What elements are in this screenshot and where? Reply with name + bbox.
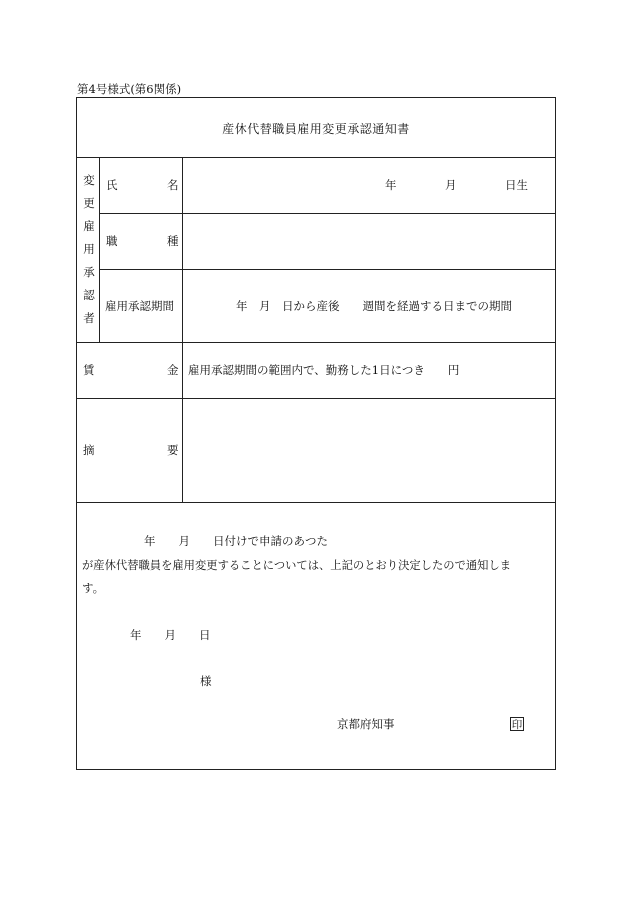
form-number: 第4号様式(第6関係) (77, 82, 182, 96)
section-label-char: 更 (83, 196, 95, 210)
wage-label-a: 賃 (83, 363, 95, 377)
occupation-label-b: 種 (167, 234, 179, 248)
document-title: 産休代替職員雇用変更承認通知書 (222, 122, 410, 136)
divider (76, 398, 556, 399)
period-value: 年 月 日から産後 週間を経過する日までの期間 (236, 299, 512, 313)
wage-label-b: 金 (167, 363, 179, 377)
occupation-field[interactable] (184, 215, 554, 267)
section-label-char: 雇 (83, 219, 95, 233)
divider (99, 213, 556, 214)
name-field[interactable] (184, 159, 364, 211)
name-label-a: 氏 (106, 178, 118, 192)
section-label-char: 承 (83, 265, 95, 279)
divider (76, 157, 556, 158)
occupation-label-a: 職 (106, 234, 118, 248)
section-label-char: 認 (83, 288, 95, 302)
seal-mark: 印 (511, 718, 523, 731)
addressee-honorific: 様 (200, 674, 212, 688)
application-date-line: 年 月 日付けで申請のあつた (144, 534, 328, 548)
divider (76, 502, 556, 503)
birth-month: 月 (445, 178, 457, 192)
notice-body-line2: す。 (82, 581, 105, 595)
divider (99, 269, 556, 270)
birth-day: 日生 (505, 178, 528, 192)
name-label-b: 名 (167, 178, 179, 192)
divider (182, 157, 183, 502)
section-label-char: 者 (83, 311, 95, 325)
wage-value: 雇用承認期間の範囲内で、勤務した1日につき 円 (188, 363, 460, 377)
notice-body-line1: が産休代替職員を雇用変更することについては、上記のとおり決定したので通知しま (82, 559, 512, 572)
birth-year: 年 (385, 178, 397, 192)
remarks-label-a: 摘 (83, 443, 95, 457)
section-label-char: 用 (83, 242, 95, 256)
issuer-name: 京都府知事 (337, 717, 395, 731)
divider (99, 157, 100, 342)
section-label-char: 変 (83, 173, 95, 187)
remarks-field[interactable] (184, 400, 554, 500)
issue-date: 年 月 日 (130, 628, 211, 642)
divider (76, 342, 556, 343)
remarks-label-b: 要 (167, 443, 179, 457)
period-label: 雇用承認期間 (105, 299, 174, 313)
